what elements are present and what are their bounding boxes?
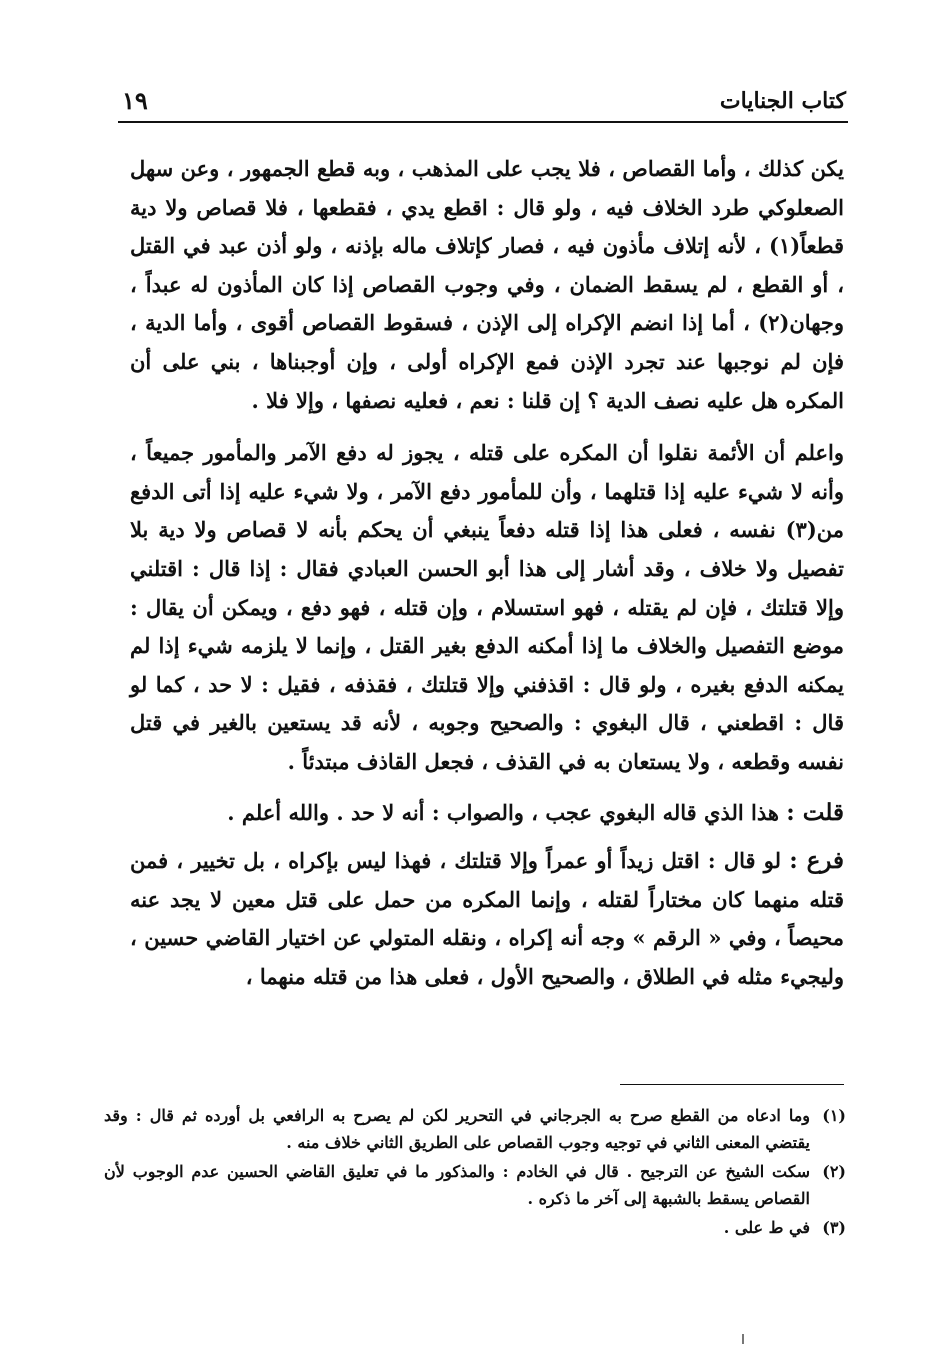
paragraph-lead: فرع : [789, 847, 844, 875]
scan-speck [742, 1334, 744, 1344]
paragraph [130, 434, 844, 781]
paragraph [130, 842, 844, 996]
footnote-text: وما ادعاه من القطع صرح به الجرجاني في التحرير لكن لم يصرح به الرافعي بل أورده ثم قال : وقد يقتضي المعنى الثاني في توجيه وجوب القصاص على الطريق الثاني خلاف منه . [104, 1106, 810, 1152]
footnote-text: سكت الشيخ عن الترجيح . قال في الخادم : والمذكور ما في تعليق القاضي الحسين عدم الوجوب لأن القصاص يسقط بالشبهة إلى آخر ما ذكره . [104, 1162, 810, 1208]
footnotes [104, 1102, 846, 1243]
footnote [104, 1102, 846, 1156]
paragraph-text: هذا الذي قاله البغوي عجب ، والصواب : أنه لا حد . والله أعلم . [227, 799, 787, 825]
footnote-text: في ط على . [723, 1218, 810, 1237]
header-rule [118, 121, 848, 123]
paragraph-lead: قلت : [786, 798, 844, 826]
paragraph-text: واعلم أن الأئمة نقلوا أن المكره على قتله ، يجوز له دفع الآمر والمأمور جميعاً ، وأنه لا شيء عليه إذا قتلهما ، وأن للمأمور دفع الآمر ، ولا شيء عليه إذا أتى الدفع من(٣) نفسه ، فعلى هذا إذا قتله دفعاً ينبغي أن يحكم بأنه لا قصاص ولا دية بلا تفصيل ولا خلاف ، وقد أشار إلى هذا أبو الحسن العبادي فقال : إذا قال : اقتلني وإلا قتلتك ، فإن لم يقتله ، فهو استسلام ، وإن قتله ، فهو دفع ، ويمكن أن يقال : موضع التفصيل والخلاف ما إذا أمكنه الدفع بغير القتل ، وإنما لا يلزمه شيء إذا لم يمكنه الدفع بغيره ، ولو قال : اقذفني وإلا قتلتك ، فقذفه ، فقيل : لا حد ، كما لو قال : اقطعني ، قال البغوي : والصحيح وجوبه ، لأنه قد يستعين بالغير في قتل نفسه وقطعه ، ولا يستعان به في القذف ، فجعل القاذف مبتدئاً . [130, 440, 844, 774]
main-text [130, 150, 844, 996]
paragraph-text: يكن كذلك ، وأما القصاص ، فلا يجب على المذهب ، وبه قطع الجمهور ، وعن سهل الصعلوكي طرد الخلاف فيه ، ولو قال : اقطع يدي ، فقطعها ، فلا قصاص ولا دية قطعاً(١) ، لأنه إتلاف مأذون فيه ، فصار كإتلاف ماله بإذنه ، ولو أذن عبد في القتل ، أو القطع ، لم يسقط الضمان ، وفي وجوب القصاص إذا كان المأذون له عبداً ، وجهان(٢) ، أما إذا انضم الإكراه إلى الإذن ، فسقوط القصاص أقوى ، وأما الدية ، فإن لم نوجبها عند تجرد الإذن فمع الإكراه أولى ، وإن أوجبناها ، بني على أن المكره هل عليه نصف الدية ؟ إن قلنا : نعم ، فعليه نصفها ، وإلا فلا . [130, 156, 844, 413]
paragraph-text: لو قال : اقتل زيداً أو عمراً وإلا قتلتك ، فهذا ليس بإكراه ، بل تخيير ، فمن قتله منهما كان مختاراً لقتله ، وإنما المكره من حمل على قتل معين لا يجد عنه محيصاً ، وفي « الرقم » وجه أنه إكراه ، ونقله المتولي عن اختيار القاضي حسين ، وليجيء مثله في الطلاق ، والصحيح الأول ، فعلى هذا من قتله منهما ، [130, 848, 844, 989]
footnote [104, 1214, 846, 1241]
running-header [118, 84, 848, 120]
page-number: ١٩ [122, 86, 148, 115]
footnote-number: (١) [822, 1106, 846, 1125]
chapter-title: كتاب الجنايات [719, 88, 846, 114]
footnote [104, 1158, 846, 1212]
footnote-number: (٣) [822, 1218, 846, 1237]
paragraph [130, 794, 844, 833]
paragraph [130, 150, 844, 420]
footnote-number: (٢) [822, 1162, 846, 1181]
footnote-rule [620, 1084, 844, 1085]
